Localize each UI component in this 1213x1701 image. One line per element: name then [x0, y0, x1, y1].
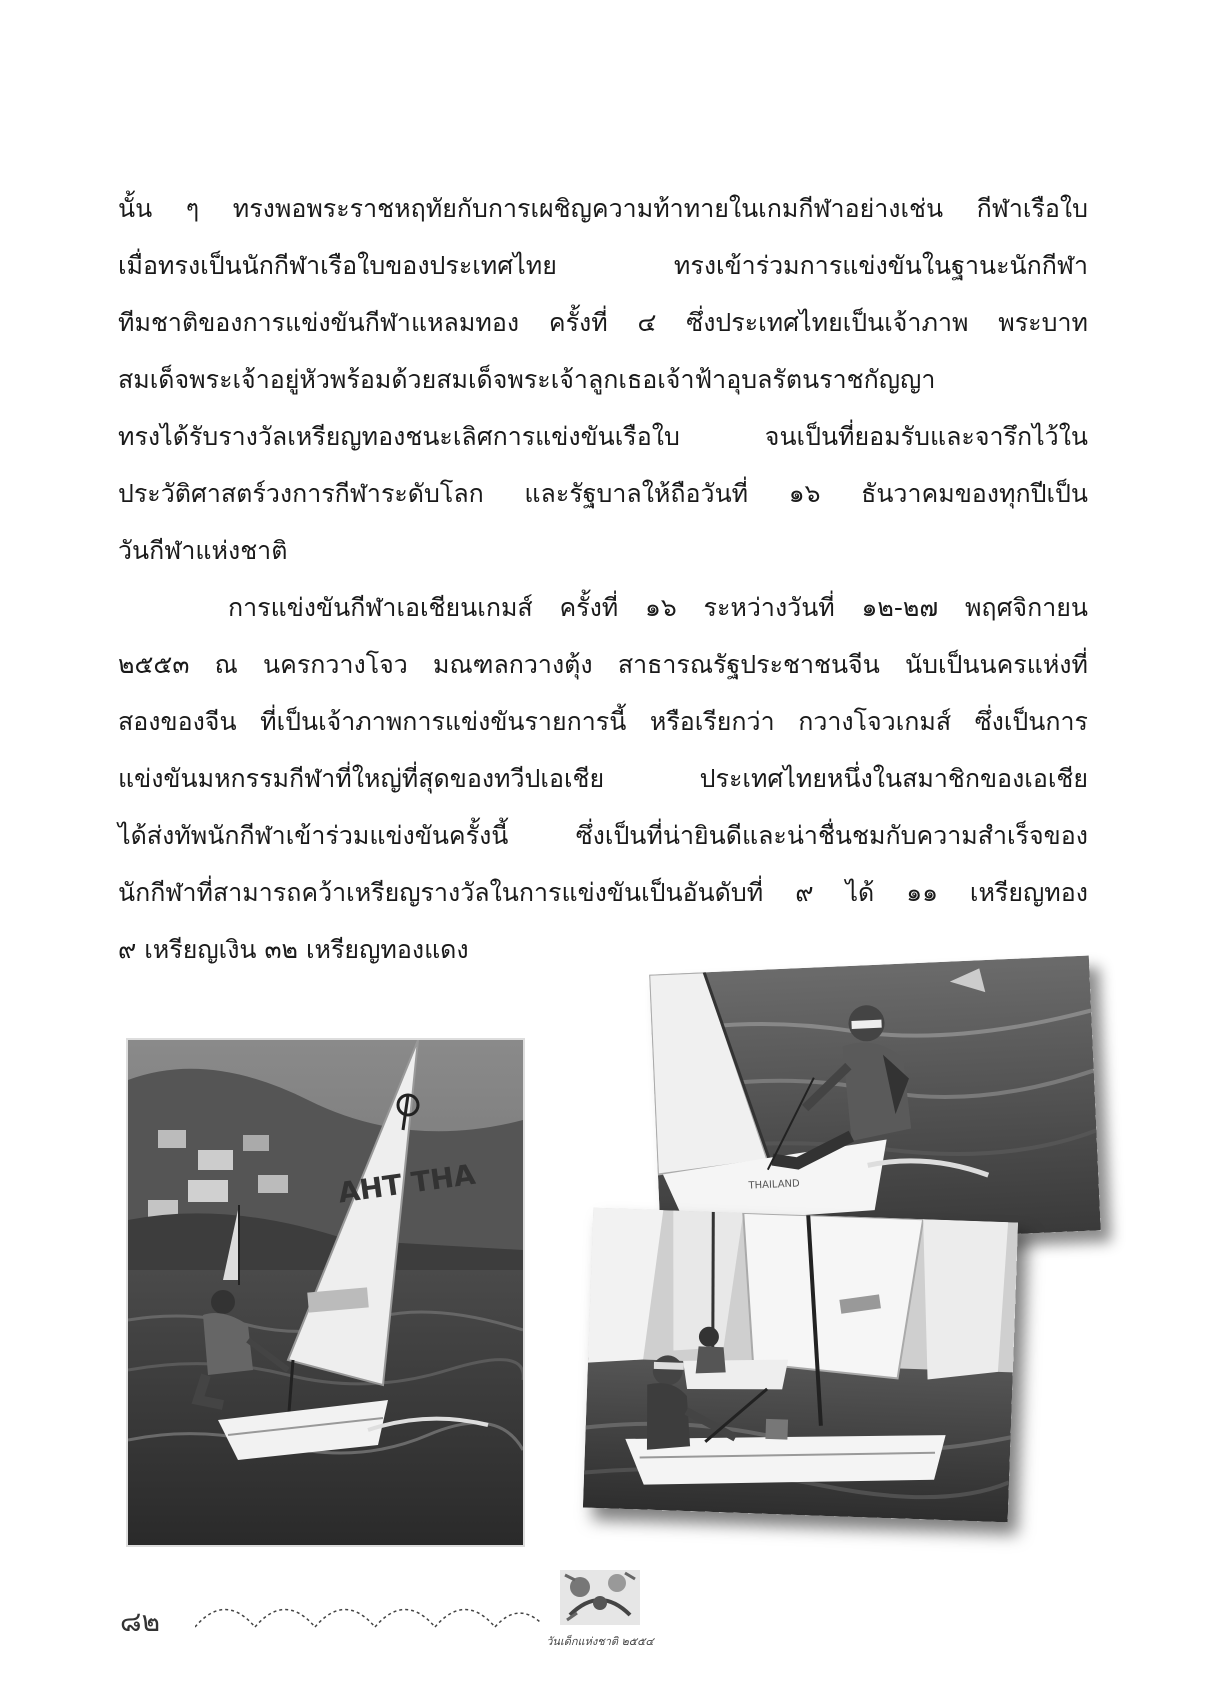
- text-line: ได้ส่งทัพนักกีฬาเข้าร่วมแข่งขันครั้งนี้ ซึ่งเป็นที่น่ายินดีและน่าชื่นชมกับความสำเร็จของ: [118, 821, 1088, 850]
- hull-lettering: THAILAND: [748, 1178, 800, 1192]
- text-line: สองของจีน ที่เป็นเจ้าภาพการแข่งขันรายการนี้ หรือเรียกว่า กวางโจวเกมส์ ซึ่งเป็นการ: [118, 707, 1088, 736]
- paragraph-1: [118, 180, 1088, 579]
- text-line: สมเด็จพระเจ้าอยู่หัวพร้อมด้วยสมเด็จพระเจ้าลูกเธอเจ้าฟ้าอุบลรัตนราชกัญญา: [118, 365, 936, 394]
- text-line: นักกีฬาที่สามารถคว้าเหรียญรางวัลในการแข่งขันเป็นอันดับที่ ๙ ได้ ๑๑ เหรียญทอง: [118, 878, 1088, 907]
- text-line: เมื่อทรงเป็นนักกีฬาเรือใบของประเทศไทย ทรงเข้าร่วมการแข่งขันในฐานะนักกีฬา: [118, 251, 1088, 280]
- wave-ornament: [195, 1592, 540, 1632]
- sailing-photo-bottom-right: [583, 1208, 1018, 1523]
- sailing-photo-left: [128, 1040, 523, 1545]
- text-line: ประวัติศาสตร์วงการกีฬาระดับโลก และรัฐบาลให้ถือวันที่ ๑๖ ธันวาคมของทุกปีเป็น: [118, 479, 1088, 508]
- text-line: ทีมชาติของการแข่งขันกีฬาแหลมทอง ครั้งที่ ๔ ซึ่งประเทศไทยเป็นเจ้าภาพ พระบาท: [118, 308, 1088, 337]
- text-line: วันกีฬาแห่งชาติ: [118, 536, 288, 565]
- text-line: ๒๕๕๓ ณ นครกวางโจว มณฑลกวางตุ้ง สาธารณรัฐประชาชนจีน นับเป็นนครแห่งที่: [118, 650, 1088, 679]
- sailing-photo-top-right: [649, 956, 1101, 1250]
- text-line: ทรงได้รับรางวัลเหรียญทองชนะเลิศการแข่งขันเรือใบ จนเป็นที่ยอมรับและจารึกไว้ใน: [118, 422, 1088, 451]
- text-line: ๙ เหรียญเงิน ๓๒ เหรียญทองแดง: [118, 935, 469, 964]
- text-line: การแข่งขันกีฬาเอเชียนเกมส์ ครั้งที่ ๑๖ ระหว่างวันที่ ๑๒-๒๗ พฤศจิกายน: [228, 593, 1088, 622]
- footer-caption: วันเด็กแห่งชาติ ๒๕๕๔: [546, 1635, 654, 1648]
- text-line: แข่งขันมหกรรมกีฬาที่ใหญ่ที่สุดของทวีปเอเชีย ประเทศไทยหนึ่งในสมาชิกของเอเชีย: [118, 764, 1088, 793]
- text-line: นั้น ๆ ทรงพอพระราชหฤทัยกับการเผชิญความท้าทายในเกมกีฬาอย่างเช่น กีฬาเรือใบ: [118, 194, 1088, 223]
- article-text: [118, 180, 1088, 978]
- sail-number: AHT THA: [335, 1157, 478, 1210]
- childrens-day-logo: [555, 1565, 645, 1630]
- paragraph-2: [118, 579, 1088, 978]
- page-number: ๘๒: [120, 1605, 161, 1638]
